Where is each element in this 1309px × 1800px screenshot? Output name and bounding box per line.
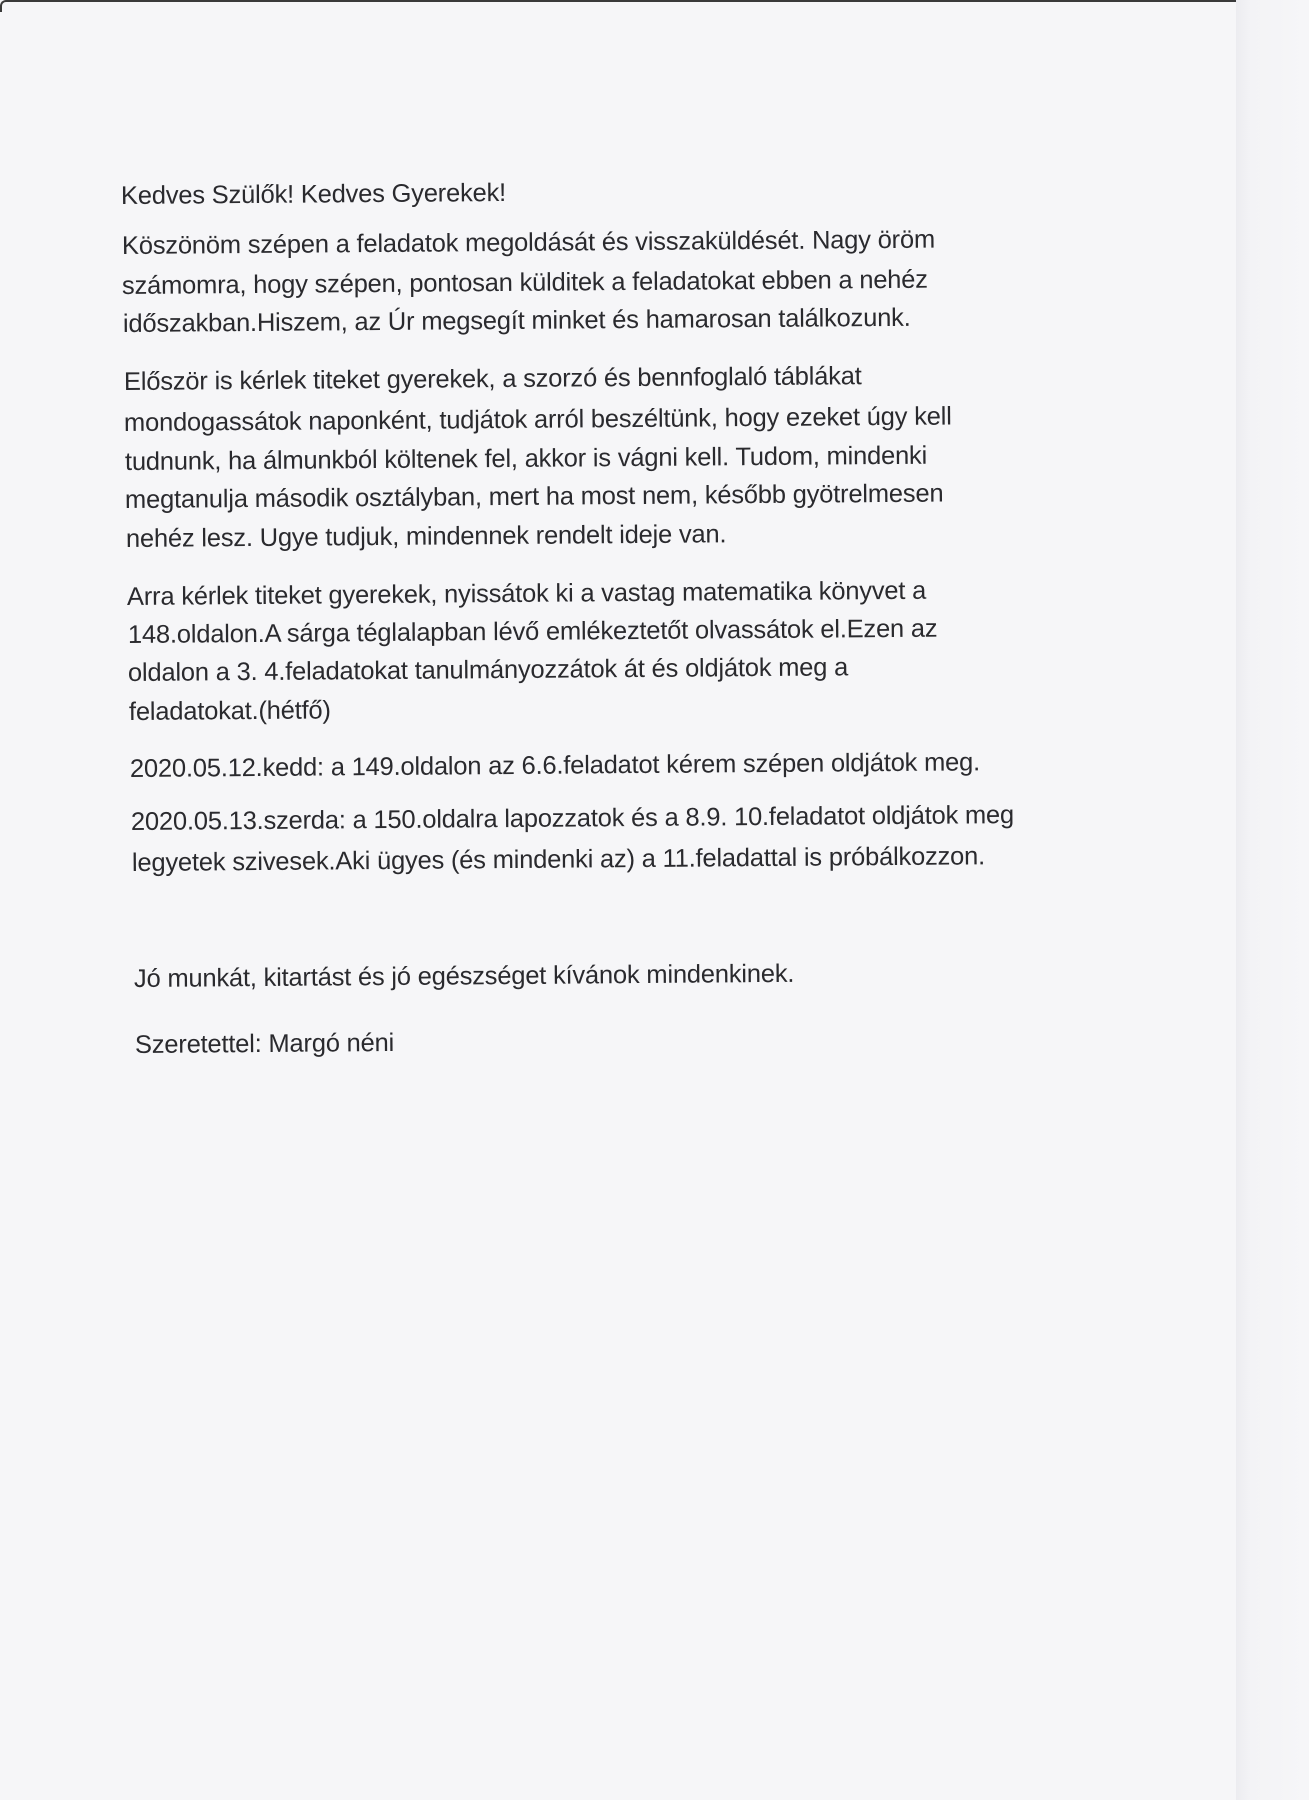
greeting: Kedves Szülők! Kedves Gyerekek! bbox=[120, 178, 507, 210]
text-line: Arra kérlek titeket gyerekek, nyissátok ki a vastag matematika könyvet a bbox=[126, 576, 927, 611]
text-line: tudnunk, ha álmunkból költenek fel, akkor is vágni kell. Tudom, mindenki bbox=[124, 441, 928, 476]
signature: Szeretettel: Margó néni bbox=[134, 1028, 395, 1059]
text-line: 2020.05.12.kedd: a 149.oldalon az 6.6.feladatot kérem szépen oldjátok meg. bbox=[129, 748, 981, 783]
text-line: nehéz lesz. Ugye tudjuk, mindennek rendelt ideje van. bbox=[125, 520, 727, 553]
text-line: 2020.05.13.szerda: a 150.oldalra lapozzatok és a 8.9. 10.feladatot oldjátok meg bbox=[130, 801, 1015, 836]
text-line: legyetek szivesek.Aki ügyes (és mindenki az) a 11.feladattal is próbálkozzon. bbox=[131, 842, 986, 877]
closing: Jó munkát, kitartást és jó egészséget kívánok mindenkinek. bbox=[133, 959, 795, 993]
scan-margin bbox=[1236, 0, 1309, 1800]
text-line: 148.oldalon.A sárga téglalapban lévő emlékeztetőt olvassátok el.Ezen az bbox=[127, 614, 938, 649]
text-line: Köszönöm szépen a feladatok megoldását és visszaküldését. Nagy öröm bbox=[121, 225, 936, 260]
text-line: Először is kérlek titeket gyerekek, a szorzó és bennfoglaló táblákat bbox=[123, 362, 862, 396]
text-line: számomra, hogy szépen, pontosan külditek a feladatokat ebben a nehéz bbox=[121, 265, 928, 300]
text-line: mondogassátok naponként, tudjátok arról beszéltünk, hogy ezeket úgy kell bbox=[123, 402, 952, 437]
text-line: időszakban.Hiszem, az Úr megsegít minket és hamarosan találkozunk. bbox=[122, 303, 911, 338]
text-line: megtanulja második osztályban, mert ha most nem, később gyötrelmesen bbox=[124, 479, 944, 514]
scan-page-edge bbox=[0, 0, 1242, 12]
text-line: feladatokat.(hétfő) bbox=[128, 696, 331, 726]
text-line: oldalon a 3. 4.feladatokat tanulmányozzátok át és oldjátok meg a bbox=[127, 653, 849, 687]
